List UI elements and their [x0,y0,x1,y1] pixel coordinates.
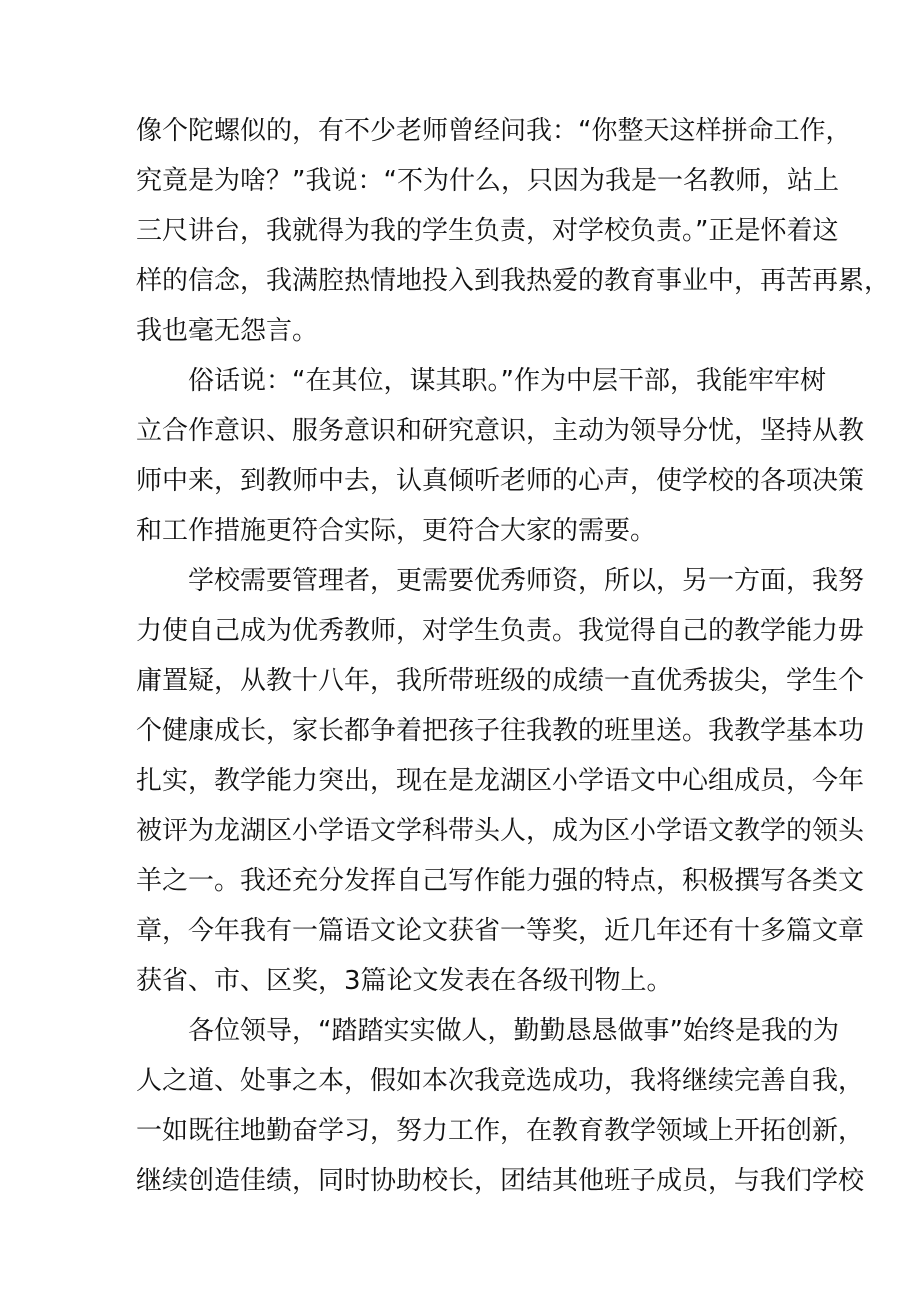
text-line: 扎实，教学能力突出，现在是龙湖区小学语文中心组成员，今年 [136,766,865,796]
paragraph-start-line: 各位领导，“踏踏实实做人，勤勤恳恳做事”始终是我的为 [188,1016,839,1046]
text-line: 师中来，到教师中去，认真倾听老师的心声，使学校的各项决策 [136,466,865,496]
text-line: 一如既往地勤奋学习，努力工作，在教育教学领域上开拓创新， [136,1116,865,1146]
text-line: 力使自己成为优秀教师，对学生负责。我觉得自己的教学能力毋 [136,616,865,646]
text-line: 羊之一。我还充分发挥自己写作能力强的特点，积极撰写各类文 [136,866,865,896]
text-line: 和工作措施更符合实际，更符合大家的需要。 [136,516,657,546]
paragraph-start-line: 学校需要管理者，更需要优秀师资，所以，另一方面，我努 [188,566,865,596]
text-line: 继续创造佳绩，同时协助校长，团结其他班子成员，与我们学校 [136,1166,865,1196]
text-line: 样的信念，我满腔热情地投入到我热爱的教育事业中，再苦再累， [136,266,891,296]
text-line: 被评为龙湖区小学语文学科带头人，成为区小学语文教学的领头 [136,816,865,846]
text-line: 像个陀螺似的，有不少老师曾经问我：“你整天这样拼命工作， [136,116,852,146]
text-line: 章，今年我有一篇语文论文获省一等奖，近几年还有十多篇文章 [136,916,865,946]
text-line: 立合作意识、服务意识和研究意识，主动为领导分忧，坚持从教 [136,416,865,446]
text-line: 我也毫无怨言。 [136,316,319,346]
text-line: 人之道、处事之本，假如本次我竞选成功，我将继续完善自我， [136,1066,865,1096]
paragraph-start-line: 俗话说：“在其位，谋其职。”作为中层干部，我能牢牢树 [188,366,826,396]
text-line: 究竟是为啥？”我说：“不为什么，只因为我是一名教师，站上 [136,166,839,196]
text-line: 个健康成长，家长都争着把孩子往我教的班里送。我教学基本功 [136,716,865,746]
text-line: 三尺讲台，我就得为我的学生负责，对学校负责。”正是怀着这 [136,216,839,246]
body-text [136,106,891,1206]
text-line: 庸置疑，从教十八年，我所带班级的成绩一直优秀拔尖，学生个 [136,666,865,696]
text-line: 获省、市、区奖，3篇论文发表在各级刊物上。 [136,966,673,996]
